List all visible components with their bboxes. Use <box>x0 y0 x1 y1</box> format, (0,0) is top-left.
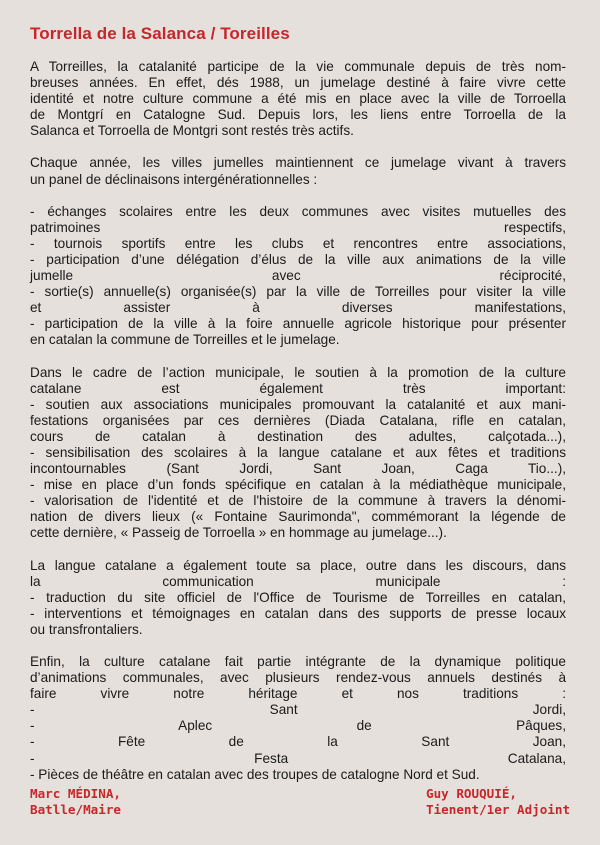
signature-right-role: Tienent/1er Adjoint <box>426 802 571 817</box>
text-line: - échanges scolaires entre les deux communes avec visites mutuelles des <box>30 203 566 219</box>
paragraph <box>30 155 566 187</box>
text-line: faire vivre notre héritage et nos traditions : <box>30 686 566 702</box>
text-line: cette dernière, « Passeig de Torroella » en hommage au jumelage...). <box>30 525 447 541</box>
text-line: Chaque année, les villes jumelles maintiennent ce jumelage vivant à travers <box>30 155 566 171</box>
signatures <box>30 786 580 820</box>
text-line: - mise en place d’un fonds spécifique en catalan à la médiathèque municipale, <box>30 477 566 493</box>
text-line: - participation d’une délégation d’élus de la ville aux animations de la ville <box>30 251 566 267</box>
paragraph <box>30 59 566 139</box>
text-line: incontournables (Sant Jordi, Sant Joan, Caga Tio...), <box>30 461 566 477</box>
text-line: - sensibilisation des scolaires à la langue catalane et aux fêtes et traditions <box>30 444 566 460</box>
paragraph <box>30 654 566 783</box>
text-line: et assister à diverses manifestations, <box>30 300 566 316</box>
text-line: - soutien aux associations municipales promouvant la catalanité et aux mani- <box>30 396 566 412</box>
text-line: breuses années. En effet, dés 1988, un jumelage destiné à faire vivre cette <box>30 75 566 91</box>
article <box>30 24 566 799</box>
text-line: - traduction du site officiel de l'Office de Tourisme de Torreilles en catalan, <box>30 589 566 605</box>
text-line: ou transfrontaliers. <box>30 621 143 637</box>
signature-right <box>426 786 570 818</box>
text-line: - Festa Catalana, <box>30 750 566 766</box>
text-line: - Sant Jordi, <box>30 702 566 718</box>
text-line: catalane est également très important: <box>30 380 566 396</box>
text-line: - participation de la ville à la foire annuelle agricole historique pour présenter <box>30 316 566 332</box>
text-line: nation de divers lieux (« Fontaine Saurimonda", commémorant la légende de <box>30 509 566 525</box>
text-line: patrimoines respectifs, <box>30 219 566 235</box>
text-line: identité et notre culture commune a été mis en place avec la ville de Torroella <box>30 91 566 107</box>
signature-left-name: Marc MÉDINA, <box>30 786 121 801</box>
text-line: - valorisation de l'identité et de l'histoire de la commune à travers la dénomi- <box>30 493 566 509</box>
text-line: cours de catalan à destination des adultes, calçotada...), <box>30 428 566 444</box>
signature-left <box>30 786 121 818</box>
text-line: - tournois sportifs entre les clubs et rencontres entre associations, <box>30 235 566 251</box>
signature-right-name: Guy ROUQUIÉ, <box>426 786 517 801</box>
text-line: un panel de déclinaisons intergénérationnelles : <box>30 171 318 187</box>
text-line: - Pièces de théâtre en catalan avec des troupes de catalogne Nord et Sud. <box>30 766 480 782</box>
text-line: - interventions et témoignages en catalan dans des supports de presse locaux <box>30 605 566 621</box>
page-title: Torrella de la Salanca / Toreilles <box>30 24 290 43</box>
paragraph <box>30 558 566 638</box>
signature-left-role: Batlle/Maire <box>30 802 121 817</box>
text-line: en catalan la commune de Torreilles et le jumelage. <box>30 332 340 348</box>
text-line: de Montgrí en Catalogne Sud. Depuis lors, les liens entre Torroella de la <box>30 107 566 123</box>
text-line: festations organisées par ces dernières (Diada Catalana, rifle en catalan, <box>30 412 566 428</box>
text-line: - sortie(s) annuelle(s) organisée(s) par la ville de Torreilles pour visiter la ville <box>30 284 566 300</box>
text-line: Salanca et Torroella de Montgri sont restés très actifs. <box>30 123 354 139</box>
text-line: d’animations communales, avec plusieurs rendez-vous annuels destinés à <box>30 670 566 686</box>
text-line: A Torreilles, la catalanité participe de la vie communale depuis de très nom- <box>30 59 566 74</box>
article-body <box>30 59 566 783</box>
text-line: Enfin, la culture catalane fait partie intégrante de la dynamique politique <box>30 654 566 669</box>
text-line: la communication municipale : <box>30 573 566 589</box>
text-line: Dans le cadre de l’action municipale, le soutien à la promotion de la culture <box>30 364 566 380</box>
text-line: La langue catalane a également toute sa place, outre dans les discours, dans <box>30 557 566 573</box>
text-line: - Fête de la Sant Joan, <box>30 734 566 750</box>
paragraph <box>30 204 566 349</box>
paragraph <box>30 365 566 542</box>
text-line: jumelle avec réciprocité, <box>30 268 566 284</box>
text-line: - Aplec de Pâques, <box>30 718 566 734</box>
